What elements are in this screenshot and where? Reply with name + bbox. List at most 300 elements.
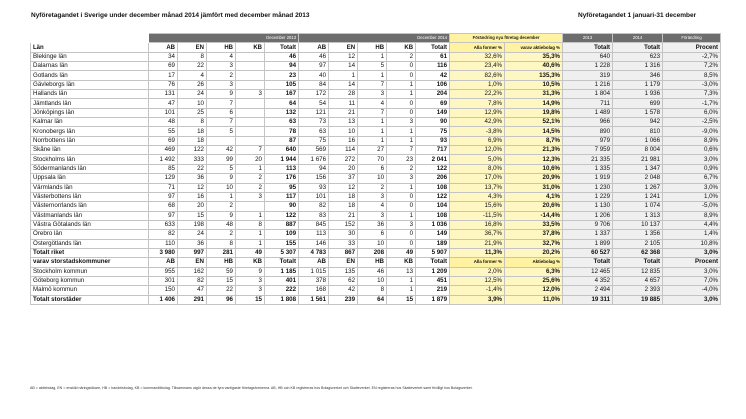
table-cell: 82,6% (450, 71, 505, 80)
table-cell: 3 (358, 90, 387, 99)
column-header: Totalt (265, 258, 299, 267)
statistics-table (30, 33, 721, 305)
city-row (31, 267, 721, 276)
table-cell: 5 (358, 62, 387, 71)
table-cell: 7 (358, 108, 387, 117)
table-cell: 2 494 (563, 286, 613, 295)
county-name: Västernorrlands län (31, 202, 149, 211)
table-cell: 131 (149, 90, 178, 99)
table-cell: 108 (416, 211, 450, 220)
table-cell: -1,7% (663, 99, 721, 108)
column-header: HB (207, 258, 236, 267)
table-cell: 40,6% (505, 62, 563, 71)
table-cell: 176 (265, 174, 299, 183)
table-cell: 21 335 (563, 155, 613, 164)
column-header: AB (149, 258, 178, 267)
table-cell: 12,9% (450, 108, 505, 117)
table-cell: 3 (236, 276, 265, 285)
table-cell: 4 352 (563, 276, 613, 285)
table-cell: 19 885 (613, 295, 663, 304)
table-cell: 222 (265, 286, 299, 295)
table-cell: 75 (416, 127, 450, 136)
band-header-row (31, 34, 721, 43)
table-cell: 2 (387, 164, 416, 173)
table-cell: 1 (387, 80, 416, 89)
table-cell: 1 (387, 183, 416, 192)
column-header: AB (299, 258, 329, 267)
column-header: Totalt (563, 258, 613, 267)
table-cell: -9,0% (663, 127, 721, 136)
table-cell: 20,2% (505, 248, 563, 257)
table-cell: 156 (299, 174, 329, 183)
table-cell: 21,9% (450, 239, 505, 248)
table-cell: 129 (149, 174, 178, 183)
table-cell: 3,0% (663, 267, 721, 276)
county-name: Jämtlands län (31, 99, 149, 108)
table-row (31, 211, 721, 220)
table-cell: -4,0% (663, 286, 721, 295)
table-cell: 121 (299, 108, 329, 117)
table-cell: 122 (416, 164, 450, 173)
table-cell: 94 (299, 164, 329, 173)
table-cell (236, 52, 265, 61)
table-cell: 3 (358, 211, 387, 220)
report-title: Nyföretagandet i Sverige under december månad 2014 jämfört med december månad 2013 (31, 12, 310, 19)
city-name: Malmö kommun (31, 286, 149, 295)
table-cell: 104 (416, 202, 450, 211)
table-cell: 23,4% (450, 62, 505, 71)
table-cell: 12 (178, 183, 207, 192)
table-cell: 1 (387, 286, 416, 295)
table-cell: 9 706 (563, 220, 613, 229)
table-cell: 6,9% (450, 136, 505, 145)
table-cell: 4 (358, 202, 387, 211)
table-cell: 20 (236, 155, 265, 164)
table-cell: 319 (563, 71, 613, 80)
table-cell: 108 (416, 183, 450, 192)
table-cell: 46 (265, 52, 299, 61)
table-cell: 36 (358, 220, 387, 229)
county-name: Värmlands län (31, 183, 149, 192)
table-cell: 3 (236, 286, 265, 295)
column-header-row (31, 43, 721, 52)
table-cell: 93 (416, 136, 450, 145)
table-cell: 2 (236, 183, 265, 192)
table-cell: -2,7% (663, 52, 721, 61)
table-cell: 239 (329, 295, 358, 304)
table-cell: -11,5% (450, 211, 505, 220)
table-cell: 12 (329, 183, 358, 192)
table-cell: 1 347 (613, 164, 663, 173)
table-cell: 633 (149, 220, 178, 229)
table-cell: 8 (207, 239, 236, 248)
table-cell: 10,5% (505, 80, 563, 89)
table-cell: 1 (236, 239, 265, 248)
table-cell: 32,6% (450, 52, 505, 61)
column-header: EN (329, 43, 358, 52)
table-cell: 1 130 (563, 202, 613, 211)
table-row (31, 90, 721, 99)
table-cell: 1 036 (416, 220, 450, 229)
table-cell: 105 (265, 80, 299, 89)
table-cell: -14,4% (505, 211, 563, 220)
table-cell: 8,7% (505, 136, 563, 145)
city-header-row (31, 258, 721, 267)
table-cell: 10 (178, 99, 207, 108)
table-cell: 11 (329, 99, 358, 108)
table-cell: 162 (178, 267, 207, 276)
table-cell (236, 99, 265, 108)
county-name: Skåne län (31, 146, 149, 155)
table-cell (236, 108, 265, 117)
band-change-year: Förändring (663, 34, 721, 43)
table-cell: 2 393 (613, 286, 663, 295)
table-cell: 18 (329, 202, 358, 211)
table-row (31, 192, 721, 201)
table-cell: 1 (358, 127, 387, 136)
table-cell: 15 (387, 295, 416, 304)
table-cell: 3,9% (450, 295, 505, 304)
table-cell: 14 (329, 80, 358, 89)
total-riket-row (31, 248, 721, 257)
table-cell: 11,3% (450, 248, 505, 257)
table-cell: 569 (299, 146, 329, 155)
table-cell: -5,0% (663, 202, 721, 211)
table-cell: -1,4% (450, 286, 505, 295)
table-cell: 3 (207, 80, 236, 89)
table-cell: 0 (387, 239, 416, 248)
county-name: Gotlands län (31, 71, 149, 80)
table-cell: 122 (416, 192, 450, 201)
table-cell: 17 (149, 71, 178, 80)
table-cell: 1 (358, 136, 387, 145)
table-row (31, 202, 721, 211)
table-cell: 16 (329, 136, 358, 145)
table-cell: 6 (358, 230, 387, 239)
table-cell: 60 527 (563, 248, 613, 257)
table-cell: 1 267 (613, 183, 663, 192)
table-cell: 1 230 (563, 183, 613, 192)
table-cell: 1 335 (563, 164, 613, 173)
table-cell: 3,0% (663, 295, 721, 304)
table-cell: 22,2% (450, 90, 505, 99)
table-cell: 640 (265, 146, 299, 155)
table-cell: 8 (236, 220, 265, 229)
table-cell: 997 (178, 248, 207, 257)
table-cell: 62 (329, 276, 358, 285)
column-header: EN (178, 43, 207, 52)
table-cell: 1 (236, 164, 265, 173)
table-cell: 152 (329, 220, 358, 229)
table-cell: 2,0% (450, 267, 505, 276)
table-cell: 113 (265, 164, 299, 173)
table-cell: 15 (178, 211, 207, 220)
table-cell: 469 (149, 146, 178, 155)
table-cell: 46 (299, 52, 329, 61)
table-cell: 97 (149, 211, 178, 220)
table-cell: 1 944 (265, 155, 299, 164)
table-cell: 35,3% (505, 52, 563, 61)
band-empty (31, 34, 149, 43)
table-cell: 3,0% (663, 248, 721, 257)
band-year-2013: 2013 (563, 34, 613, 43)
table-cell: 69 (416, 99, 450, 108)
table-cell: 85 (149, 164, 178, 173)
table-cell: 22 (178, 62, 207, 71)
table-cell: 21 (329, 211, 358, 220)
table-cell: 31,3% (505, 90, 563, 99)
table-cell: 73 (299, 118, 329, 127)
table-cell: 1 808 (265, 295, 299, 304)
table-cell: 16,8% (450, 220, 505, 229)
table-cell: 19,8% (505, 108, 563, 117)
table-cell: 76 (149, 80, 178, 89)
county-name: Södermanlands län (31, 164, 149, 173)
county-name: Norrbottens län (31, 136, 149, 145)
yearly-title: Nyföretagandet 1 januari-31 december (578, 12, 697, 19)
table-cell: 1 561 (299, 295, 329, 304)
county-name: Kronobergs län (31, 127, 149, 136)
table-cell: 14 (329, 62, 358, 71)
table-cell (207, 136, 236, 145)
table-cell: 4 657 (613, 276, 663, 285)
county-name: Blekinge län (31, 52, 149, 61)
column-header: Totalt (416, 43, 450, 52)
table-cell: 87 (265, 136, 299, 145)
table-cell: 1 406 (149, 295, 178, 304)
table-cell: 1 899 (563, 239, 613, 248)
table-cell: 7 (387, 146, 416, 155)
table-cell: 75 (299, 136, 329, 145)
table-cell: 12,0% (505, 286, 563, 295)
table-cell: 95 (265, 183, 299, 192)
table-cell: 13,7% (450, 183, 505, 192)
table-cell: 28 (329, 90, 358, 99)
table-cell: 42 (207, 146, 236, 155)
table-cell: 7,0% (663, 276, 721, 285)
table-cell: 1 578 (613, 108, 663, 117)
table-cell: 23 (387, 155, 416, 164)
table-cell: 20,9% (505, 174, 563, 183)
table-cell: 2 041 (416, 155, 450, 164)
table-cell: 1 015 (299, 267, 329, 276)
table-cell: 42 (329, 286, 358, 295)
table-cell: 8 (358, 286, 387, 295)
table-cell: 1 179 (613, 80, 663, 89)
table-cell: 1,4% (663, 230, 721, 239)
table-cell: 2 (387, 52, 416, 61)
county-name: Västerbottens län (31, 192, 149, 201)
table-cell: 2 (207, 202, 236, 211)
table-cell: 16 (178, 192, 207, 201)
table-cell: 1 066 (613, 136, 663, 145)
table-cell: 1 (387, 127, 416, 136)
table-cell: 810 (613, 127, 663, 136)
table-row (31, 146, 721, 155)
table-cell: 90 (416, 118, 450, 127)
table-row (31, 52, 721, 61)
column-header: AB (299, 43, 329, 52)
table-cell: 5 307 (265, 248, 299, 257)
column-header: EN (329, 258, 358, 267)
table-cell: 0 (387, 202, 416, 211)
table-cell: 1 337 (563, 230, 613, 239)
table-cell: 8,9% (663, 211, 721, 220)
table-cell: 0,9% (663, 164, 721, 173)
table-cell: 189 (416, 239, 450, 248)
table-cell: 149 (416, 108, 450, 117)
table-cell: 867 (329, 248, 358, 257)
table-cell: 7 (236, 146, 265, 155)
table-cell: 20 (329, 164, 358, 173)
table-cell: 37,8% (505, 230, 563, 239)
table-cell: 1 (358, 118, 387, 127)
table-cell: 3 (358, 192, 387, 201)
table-cell: 10 (329, 127, 358, 136)
city-name: Stockholm kommun (31, 267, 149, 276)
column-header: Aktiebolag % (505, 258, 563, 267)
table-cell: 8,5% (663, 71, 721, 80)
table-cell: 52,1% (505, 118, 563, 127)
table-row (31, 108, 721, 117)
table-cell: 2 (358, 183, 387, 192)
table-cell: 1 (236, 211, 265, 220)
table-cell: 24 (178, 90, 207, 99)
table-cell: 113 (299, 230, 329, 239)
table-cell: 55 (149, 127, 178, 136)
table-cell: 168 (299, 286, 329, 295)
table-cell: 42 (416, 71, 450, 80)
table-cell: 301 (149, 276, 178, 285)
table-row (31, 155, 721, 164)
column-header: Totalt (416, 258, 450, 267)
table-cell: 3 (387, 118, 416, 127)
column-header: HB (207, 43, 236, 52)
column-header: Totalt (563, 43, 613, 52)
table-cell: 26 (178, 80, 207, 89)
band-change: Förändring nya företag december (450, 34, 563, 43)
table-cell: 33 (329, 239, 358, 248)
table-cell: 3 (236, 90, 265, 99)
table-cell (236, 80, 265, 89)
table-cell: 204 (416, 90, 450, 99)
table-cell: 10 (207, 183, 236, 192)
table-cell: 172 (299, 90, 329, 99)
table-cell: 7 (358, 80, 387, 89)
column-header: varav aktiebolag % (505, 43, 563, 52)
column-header: Totalt (613, 258, 663, 267)
table-cell: 94 (265, 62, 299, 71)
band-dec2013: December 2013 (149, 34, 299, 43)
table-row (31, 80, 721, 89)
table-cell: 0 (387, 71, 416, 80)
table-cell: 47 (149, 99, 178, 108)
county-name: Gävleborgs län (31, 80, 149, 89)
table-cell: 1 241 (613, 192, 663, 201)
table-cell: 3,0% (663, 155, 721, 164)
table-cell: 48 (149, 118, 178, 127)
table-cell: 346 (613, 71, 663, 80)
table-cell: 1 (387, 211, 416, 220)
table-row (31, 220, 721, 229)
table-cell: 7 (207, 99, 236, 108)
table-row (31, 239, 721, 248)
table-cell: 64 (358, 295, 387, 304)
table-cell: 71 (149, 183, 178, 192)
column-header: Totalt (265, 43, 299, 52)
city-name: Göteborg kommun (31, 276, 149, 285)
column-header: Procent (663, 43, 721, 52)
table-cell: 10 137 (613, 220, 663, 229)
table-cell: 83 (299, 211, 329, 220)
table-cell: 4 (207, 52, 236, 61)
table-cell: 1 (236, 230, 265, 239)
column-header: varav storstadskommuner (31, 258, 149, 267)
table-cell: 82 (178, 276, 207, 285)
table-body (31, 34, 721, 305)
table-cell: 64 (265, 99, 299, 108)
table-cell: 6 (207, 108, 236, 117)
table-cell: 10,8% (663, 239, 721, 248)
table-row (31, 164, 721, 173)
table-cell: 0 (387, 230, 416, 239)
table-cell: 1 492 (149, 155, 178, 164)
table-cell: 6,3% (505, 267, 563, 276)
table-cell: 49 (387, 248, 416, 257)
city-row (31, 286, 721, 295)
table-cell (236, 71, 265, 80)
table-cell: 36 (178, 239, 207, 248)
table-row (31, 62, 721, 71)
column-header: Procent (663, 258, 721, 267)
table-cell: 1 216 (563, 80, 613, 89)
table-row (31, 99, 721, 108)
table-row (31, 136, 721, 145)
table-cell: 20,6% (505, 202, 563, 211)
table-cell: 1 936 (613, 90, 663, 99)
table-cell: 93 (299, 183, 329, 192)
table-cell: 1,0% (450, 80, 505, 89)
table-cell: 90 (265, 202, 299, 211)
total-label: Totalt storstäder (31, 295, 149, 304)
table-cell: 48 (207, 220, 236, 229)
table-cell: 19 311 (563, 295, 613, 304)
column-header: Totalt (613, 43, 663, 52)
table-cell: 40 (299, 71, 329, 80)
table-cell: 2 048 (613, 174, 663, 183)
county-name: Östergötlands län (31, 239, 149, 248)
table-cell: 3 (387, 174, 416, 183)
table-cell: 219 (416, 286, 450, 295)
table-cell: 2 (236, 174, 265, 183)
band-year-2014: 2014 (613, 34, 663, 43)
table-cell: 1 206 (563, 211, 613, 220)
table-cell: 4 (178, 71, 207, 80)
table-cell: 97 (149, 192, 178, 201)
county-name: Uppsala län (31, 174, 149, 183)
table-cell: 54 (299, 99, 329, 108)
table-cell: 5 (207, 164, 236, 173)
table-cell: 11,0% (505, 295, 563, 304)
table-cell: 10,6% (505, 164, 563, 173)
column-header: KB (236, 258, 265, 267)
table-cell: 6,0% (663, 108, 721, 117)
table-cell: 97 (299, 62, 329, 71)
table-cell: 1 (329, 71, 358, 80)
table-cell: 1 185 (265, 267, 299, 276)
table-cell: 955 (149, 267, 178, 276)
table-cell: 1 228 (563, 62, 613, 71)
